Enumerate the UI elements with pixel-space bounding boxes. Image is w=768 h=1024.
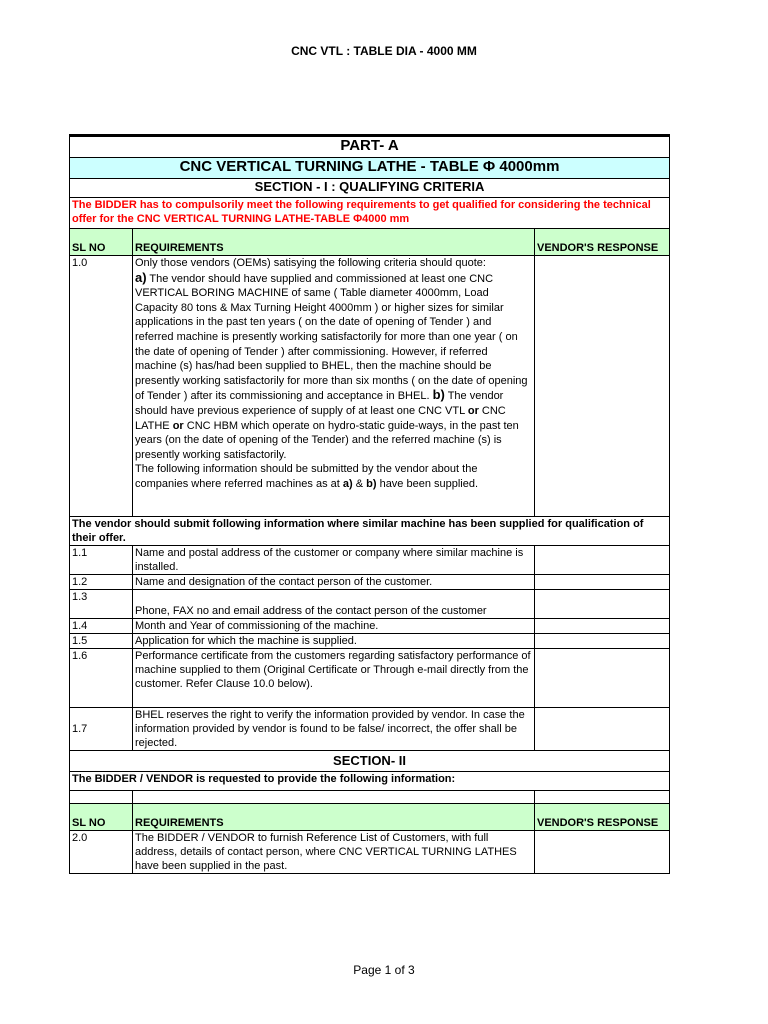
part-title-row — [70, 136, 670, 158]
requirement-text: Phone, FAX no and email address of the contact person of the customer — [133, 590, 535, 619]
vendor-response-cell[interactable] — [535, 256, 670, 517]
clause-b-text-3: CNC HBM which operate on hydro-static guide-ways, in the past ten years (on the date of opening of the Tender) and the referred machine (s) is presently working satisfactorily. — [135, 419, 519, 461]
vendor-response-cell[interactable] — [535, 634, 670, 649]
item-row-1-0 — [70, 256, 670, 517]
spacer-row — [70, 791, 670, 804]
requirement-text: BHEL reserves the right to verify the information provided by vendor. In case the information provided by vendor is found to be false/ incorrect, the offer shall be rejected. — [133, 708, 535, 751]
followup-a-label: a) — [342, 477, 353, 490]
col-header-vendor-response: VENDOR'S RESPONSE — [535, 229, 670, 256]
col-header-sl-no: SL NO — [70, 804, 133, 831]
item-row-1-5 — [70, 634, 670, 649]
sl-no: 1.1 — [70, 546, 133, 575]
followup-text-1: The following information should be submitted by the vendor about the companies where referred machines as at — [135, 463, 478, 490]
qualifying-criteria-table — [69, 134, 670, 874]
requirement-text: Name and postal address of the customer or company where similar machine is installed. — [133, 546, 535, 575]
requirement-text: Month and Year of commissioning of the machine. — [133, 619, 535, 634]
intro-text: Only those vendors (OEMs) satisying the following criteria should quote: — [135, 257, 486, 269]
clause-a-text: The vendor should have supplied and commissioned at least one CNC VERTICAL BORING MACHINE of same ( Table diameter 4000mm, Load Capacity 80 tons & Max Turning Height 4000mm ) or higher sizes for similar applications in the past ten years ( on the date of opening of Tender ) and referred machine is presently working satisfactorily for more than one year ( on the date of opening of Tender ) after commissioning. However, if referred machine (s) has/had been supplied to BHEL, then the machine should be presently working satisfactorily for more than six months ( on the date of opening of Tender ) after its commissioning and acceptance in BHEL. — [135, 272, 528, 403]
vendor-response-cell[interactable] — [535, 619, 670, 634]
vendor-response-cell[interactable] — [535, 649, 670, 708]
requirement-text: The BIDDER / VENDOR to furnish Reference List of Customers, with full address, details of contact person, where CNC VERTICAL TURNING LATHES have been supplied in the past. — [133, 831, 535, 874]
requirement-text: Application for which the machine is supplied. — [133, 634, 535, 649]
followup-b-label: b) — [366, 477, 377, 490]
col-header-vendor-response: VENDOR'S RESPONSE — [535, 804, 670, 831]
col-header-sl-no: SL NO — [70, 229, 133, 256]
clause-b-label: b) — [432, 387, 445, 403]
sl-no: 1.2 — [70, 575, 133, 590]
vendor-response-cell[interactable] — [535, 708, 670, 751]
vendor-response-cell[interactable] — [535, 575, 670, 590]
empty-cell — [70, 791, 133, 804]
column-header-row — [70, 229, 670, 256]
section1-title-row — [70, 179, 670, 198]
part-title: PART- A — [70, 136, 670, 158]
section2-notice: The BIDDER / VENDOR is requested to provide the following information: — [70, 772, 670, 791]
requirement-text — [133, 256, 535, 517]
sl-no: 1.5 — [70, 634, 133, 649]
main-title: CNC VERTICAL TURNING LATHE - TABLE Φ 4000mm — [70, 158, 670, 179]
document-header-title: CNC VTL : TABLE DIA - 4000 MM — [291, 44, 477, 58]
item-row-2-0 — [70, 831, 670, 874]
col-header-requirements: REQUIREMENTS — [133, 804, 535, 831]
empty-cell — [133, 791, 535, 804]
submit-notice: The vendor should submit following information where similar machine has been supplied for qualification of their offer. — [70, 517, 670, 546]
vendor-response-cell[interactable] — [535, 590, 670, 619]
item-row-1-1 — [70, 546, 670, 575]
empty-cell — [535, 791, 670, 804]
followup-text-2: have been supplied. — [376, 477, 479, 490]
requirement-text: Name and designation of the contact person of the customer. — [133, 575, 535, 590]
clause-a-label: a) — [135, 269, 147, 285]
section2-title: SECTION- II — [70, 751, 670, 772]
sl-no: 1.7 — [70, 708, 133, 751]
section2-notice-row — [70, 772, 670, 791]
item-row-1-2 — [70, 575, 670, 590]
submit-notice-row — [70, 517, 670, 546]
main-title-row — [70, 158, 670, 179]
clause-b-text-2: CNC LATHE — [135, 404, 506, 432]
item-row-1-7 — [70, 708, 670, 751]
item-row-1-4 — [70, 619, 670, 634]
sl-no: 1.0 — [70, 256, 133, 517]
bidder-notice: The BIDDER has to compulsorily meet the following requirements to get qualified for considering the technical offer for the CNC VERTICAL TURNING LATHE-TABLE Φ4000 mm — [70, 198, 670, 229]
sl-no: 1.4 — [70, 619, 133, 634]
section1-title: SECTION - I : QUALIFYING CRITERIA — [70, 179, 670, 198]
requirement-text: Performance certificate from the customers regarding satisfactory performance of machine supplied to them (Original Certificate or Through e-mail directly from the customer. Refer Clause 10.0 below). — [133, 649, 535, 708]
followup-amp: & — [352, 477, 367, 490]
page-number-footer: Page 1 of 3 — [353, 963, 415, 977]
sl-no: 1.3 — [70, 590, 133, 619]
col-header-requirements: REQUIREMENTS — [133, 229, 535, 256]
item-row-1-3 — [70, 590, 670, 619]
vendor-response-cell[interactable] — [535, 546, 670, 575]
column-header-row-2 — [70, 804, 670, 831]
vendor-response-cell[interactable] — [535, 831, 670, 874]
item-row-1-6 — [70, 649, 670, 708]
clause-b-text-1: The vendor should have previous experience of supply of at least one CNC VTL — [135, 390, 504, 417]
section2-title-row — [70, 751, 670, 772]
sl-no: 1.6 — [70, 649, 133, 708]
or-word: or — [467, 404, 479, 417]
or-word: or — [172, 419, 184, 432]
sl-no: 2.0 — [70, 831, 133, 874]
bidder-notice-row — [70, 198, 670, 229]
